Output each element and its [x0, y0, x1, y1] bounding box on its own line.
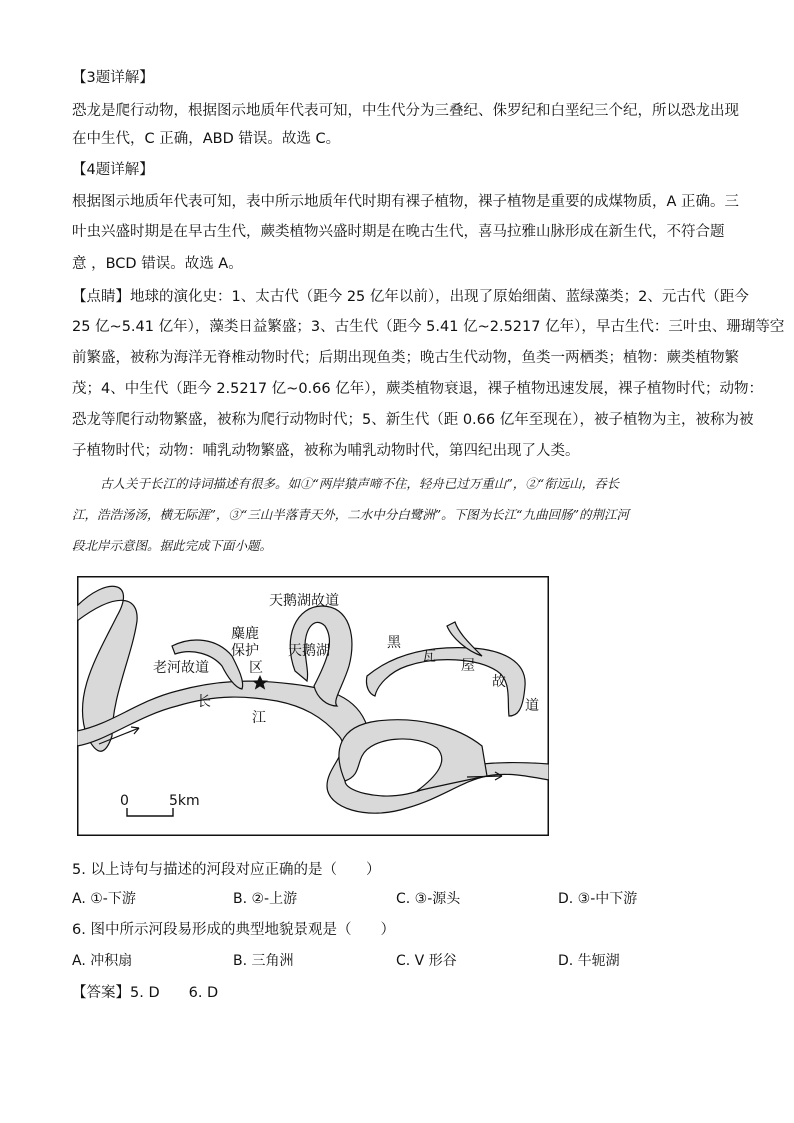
q3-line-1: 恐龙是爬行动物，根据图示地质年代表可知，中生代分为三叠纪、侏罗纪和白垩纪三个纪，所以恐龙出现: [72, 103, 739, 119]
q5-option-d: D. ③-中下游: [558, 891, 638, 907]
label-gu: 故: [492, 674, 506, 690]
q5-option-c: C. ③-源头: [396, 891, 461, 907]
label-dao: 道: [525, 698, 539, 714]
tip-line-6: 子植物时代；动物：哺乳动物繁盛，被称为哺乳动物时代，第四纪出现了人类。: [72, 443, 580, 459]
q5-option-a: A. ①-下游: [72, 891, 136, 907]
label-chang: 长: [197, 694, 211, 710]
q5-stem: 5. 以上诗句与描述的河段对应正确的是（ ）: [72, 862, 381, 878]
poem-line-3: 段北岸示意图。据此完成下面小题。: [72, 538, 273, 553]
q4-line-3: 意 ，BCD 错误。故选 A。: [72, 256, 243, 272]
q6-option-c: C. V 形谷: [396, 953, 457, 969]
q4-line-2: 叶虫兴盛时期是在早古生代，蕨类植物兴盛时期是在晚古生代，喜马拉雅山脉形成在新生代，不符合题: [72, 224, 725, 240]
answer-text: 5. D 6. D: [130, 985, 219, 1001]
label-scale-zero: 0: [120, 793, 129, 809]
q4-heading: 【4题详解】: [72, 162, 154, 178]
tip-line-5: 恐龙等爬行动物繁盛，被称为爬行动物时代；5、新生代（距 0.66 亿年至现在），被子植物为主，被称为被: [72, 412, 754, 428]
q5-option-b: B. ②-上游: [233, 891, 298, 907]
q6-option-d: D. 牛轭湖: [558, 953, 620, 969]
q6-option-a: A. 冲积扇: [72, 953, 133, 969]
tip-line-2: 25 亿~5.41 亿年），藻类日益繁盛；3、古生代（距今 5.41 亿~2.5217 亿年），早古生代：三叶虫、珊瑚等空: [72, 319, 785, 335]
tip-line-4: 茂；4、中生代（距今 2.5217 亿~0.66 亿年），蕨类植物衰退，裸子植物迅速发展，裸子植物时代；动物：: [72, 381, 763, 397]
label-milu-3: 区: [249, 660, 263, 676]
q3-line-2: 在中生代，C 正确，ABD 错误。故选 C。: [72, 131, 341, 147]
poem-line-1: 古人关于长江的诗词描述有很多。如①“两岸猿声啼不住，轻舟已过万重山”，②“衔远山，吞长: [100, 476, 620, 491]
tip-line-1: 【点睛】地球的演化史：1、太古代（距今 25 亿年以前），出现了原始细菌、蓝绿藻类；2、元古代（距今: [72, 289, 749, 305]
label-tianehu-old: 天鹅湖故道: [269, 593, 339, 609]
label-wa: 瓦: [422, 649, 436, 665]
tip-line-3: 前繁盛，被称为海洋无脊椎动物时代；后期出现鱼类；晚古生代动物，鱼类一两栖类；植物：蕨类植物繁: [72, 350, 739, 366]
answer-label: 【答案】: [72, 985, 130, 1001]
answer-line: [72, 983, 218, 1003]
poem-line-2: 江，浩浩汤汤，横无际涯”，③“三山半落青天外，二水中分白鹭洲”。下图为长江“九曲回肠”的荆江河: [72, 507, 629, 522]
label-laohe-old: 老河故道: [153, 660, 209, 676]
label-hei: 黑: [387, 635, 401, 651]
q4-line-1: 根据图示地质年代表可知，表中所示地质年代时期有裸子植物，裸子植物是重要的成煤物质，A 正确。三: [72, 194, 740, 210]
q6-option-b: B. 三角洲: [233, 953, 294, 969]
label-wu: 屋: [461, 658, 475, 674]
label-milu-2: 保护: [231, 643, 259, 659]
q6-stem: 6. 图中所示河段易形成的典型地貌景观是（ ）: [72, 922, 395, 938]
label-jiang: 江: [252, 710, 266, 726]
label-milu-1: 麋鹿: [231, 626, 259, 642]
q3-heading: 【3题详解】: [72, 70, 154, 86]
jingjiang-river-map: [77, 576, 549, 836]
label-tianehu: 天鹅湖: [288, 643, 330, 659]
label-scale-km: 5km: [169, 793, 200, 809]
